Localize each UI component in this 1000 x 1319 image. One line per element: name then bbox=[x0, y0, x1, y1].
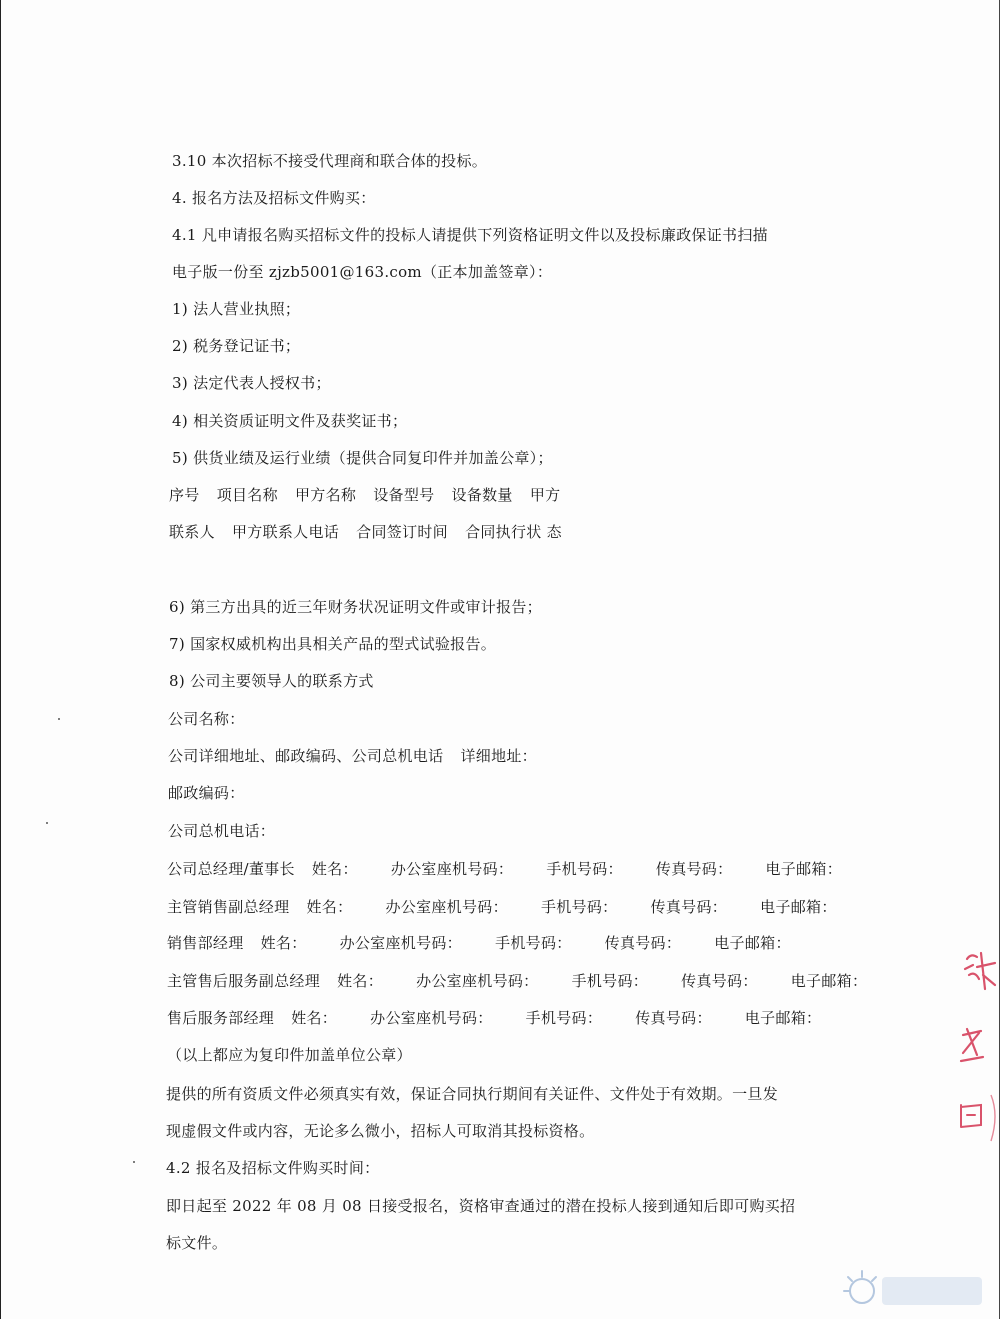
contact-office-phone: 办公室座机号码： bbox=[370, 1009, 493, 1027]
contact-name: 姓名： bbox=[306, 898, 353, 916]
scan-speck bbox=[46, 822, 48, 824]
header-party-a-name: 甲方名称 bbox=[294, 486, 357, 504]
requirement-7: 7) 国家权威机构出具相关产品的型式试验报告。 bbox=[169, 635, 497, 653]
contact-fax: 传真号码： bbox=[650, 898, 728, 916]
contact-mobile: 手机号码： bbox=[525, 1009, 603, 1027]
registration-period-continued: 标文件。 bbox=[166, 1234, 228, 1252]
contact-fax: 传真号码： bbox=[681, 972, 758, 990]
clause-4-1-continued: 电子版一份至 zjzb5001@163.com（正本加盖签章）： bbox=[172, 263, 553, 281]
contact-fax: 传真号码： bbox=[604, 934, 682, 952]
validity-requirement: 提供的所有资质文件必须真实有效，保证合同执行期间有关证件、文件处于有效期。一旦发 bbox=[166, 1085, 779, 1103]
requirement-6: 6) 第三方出具的近三年财务状况证明文件或审计报告； bbox=[169, 598, 542, 616]
contact-fax: 传真号码： bbox=[635, 1009, 712, 1027]
registration-period: 即日起至 2022 年 08 月 08 日接受报名，资格审查通过的潜在投标人接到通知后即可购买招 bbox=[166, 1197, 796, 1215]
clause-4-1: 4.1 凡申请报名购买招标文件的投标人请提供下列资格证明文件以及投标廉政保证书扫描 bbox=[172, 226, 768, 244]
contact-row-sales-vp bbox=[167, 897, 837, 917]
contact-email: 电子邮箱： bbox=[714, 934, 791, 952]
contact-office-phone: 办公室座机号码： bbox=[416, 972, 539, 990]
scan-speck bbox=[133, 1161, 135, 1163]
contact-email: 电子邮箱： bbox=[765, 860, 843, 878]
contact-row-general-manager bbox=[167, 859, 842, 879]
contact-mobile: 手机号码： bbox=[495, 934, 572, 952]
contact-role: 公司总经理/董事长 bbox=[167, 860, 295, 878]
contact-row-sales-manager bbox=[167, 933, 791, 953]
header-contact-person: 联系人 bbox=[169, 523, 215, 541]
company-name-field: 公司名称： bbox=[168, 710, 245, 728]
contact-fax: 传真号码： bbox=[655, 860, 733, 878]
contact-mobile: 手机号码： bbox=[540, 898, 618, 916]
contact-role: 主管售后服务副总经理 bbox=[167, 972, 321, 990]
site-logo-watermark-icon bbox=[840, 1265, 990, 1313]
contact-role: 主管销售副总经理 bbox=[167, 898, 290, 916]
contact-name: 姓名： bbox=[291, 1009, 338, 1027]
contact-mobile: 手机号码： bbox=[571, 972, 649, 990]
clause-4-2: 4.2 报名及招标文件购买时间： bbox=[166, 1159, 380, 1177]
address-label: 公司详细地址、邮政编码、公司总机电话 bbox=[168, 747, 444, 765]
contact-email: 电子邮箱： bbox=[790, 972, 868, 990]
scan-speck bbox=[58, 718, 60, 720]
section-4-heading: 4. 报名方法及招标文件购买： bbox=[172, 189, 376, 207]
header-sign-date: 合同签订时间 bbox=[356, 523, 448, 541]
contact-row-after-sales-vp bbox=[167, 971, 867, 991]
validity-requirement-continued: 现虚假文件或内容，无论多么微小，招标人可取消其投标资格。 bbox=[166, 1122, 595, 1140]
contact-name: 姓名： bbox=[260, 934, 307, 952]
requirement-8: 8) 公司主要领导人的联系方式 bbox=[169, 672, 374, 690]
requirement-4: 4) 相关资质证明文件及获奖证书； bbox=[172, 412, 408, 430]
contact-mobile: 手机号码： bbox=[546, 860, 623, 878]
header-seq: 序号 bbox=[169, 486, 200, 504]
copy-stamp-note: （以上都应为复印件加盖单位公章） bbox=[167, 1046, 412, 1064]
company-phone-field: 公司总机电话： bbox=[168, 822, 276, 840]
requirement-2: 2) 税务登记证书； bbox=[172, 337, 301, 355]
contact-office-phone: 办公室座机号码： bbox=[390, 860, 514, 878]
header-equipment-quantity: 设备数量 bbox=[451, 486, 513, 504]
requirement-5: 5) 供货业绩及运行业绩（提供合同复印件并加盖公章）； bbox=[172, 449, 553, 467]
red-seal-stamp-icon bbox=[955, 945, 1000, 1145]
contact-email: 电子邮箱： bbox=[744, 1009, 822, 1027]
contact-office-phone: 办公室座机号码： bbox=[385, 898, 508, 916]
header-party-a: 甲方 bbox=[529, 486, 561, 504]
header-equipment-model: 设备型号 bbox=[373, 486, 435, 504]
header-execution-status: 合同执行状 态 bbox=[465, 523, 562, 541]
contact-role: 销售部经理 bbox=[167, 934, 244, 952]
contact-office-phone: 办公室座机号码： bbox=[339, 934, 462, 952]
postal-code-field: 邮政编码： bbox=[168, 784, 245, 802]
company-address-line bbox=[168, 746, 537, 766]
performance-table-header-row-1 bbox=[169, 485, 560, 505]
contact-role: 售后服务部经理 bbox=[167, 1009, 275, 1027]
header-contact-phone: 甲方联系人电话 bbox=[231, 523, 340, 541]
contact-name: 姓名： bbox=[337, 972, 383, 990]
requirement-3: 3) 法定代表人授权书； bbox=[172, 374, 331, 392]
contact-email: 电子邮箱： bbox=[760, 898, 837, 916]
clause-3-10: 3.10 本次招标不接受代理商和联合体的投标。 bbox=[172, 152, 488, 170]
header-project-name: 项目名称 bbox=[216, 486, 278, 504]
requirement-1: 1) 法人营业执照； bbox=[172, 300, 301, 318]
performance-table-header-row-2 bbox=[169, 522, 562, 542]
contact-row-after-sales-manager bbox=[167, 1008, 821, 1028]
address-field: 详细地址： bbox=[460, 747, 537, 765]
contact-name: 姓名： bbox=[311, 860, 358, 878]
